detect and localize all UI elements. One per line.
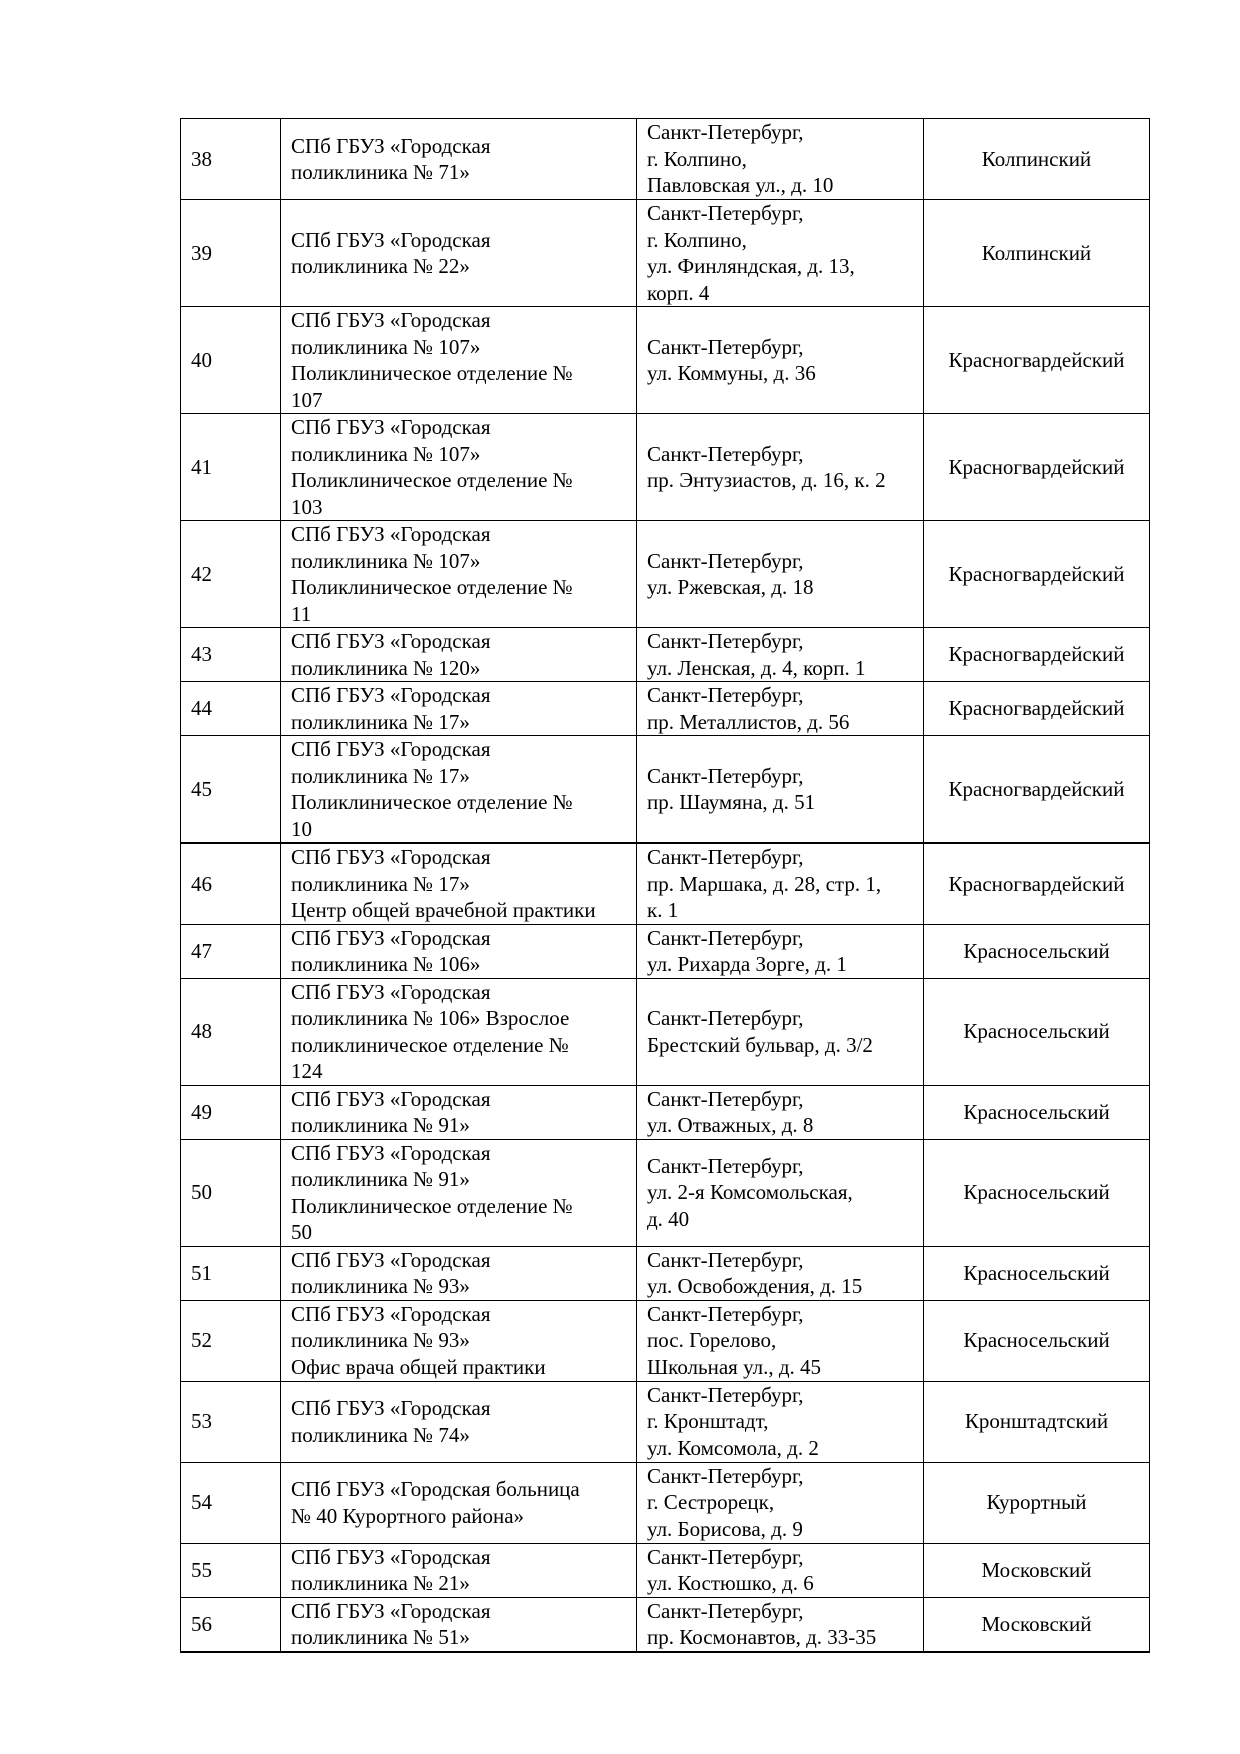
address-cell: Санкт-Петербург, пр. Шаумяна, д. 51 xyxy=(637,736,924,844)
table-row xyxy=(181,924,1150,978)
institution-name-cell: СПб ГБУЗ «Городская поликлиника № 106» xyxy=(281,924,637,978)
district-cell: Красносельский xyxy=(924,978,1150,1085)
address-cell: Санкт-Петербург, ул. Ленская, д. 4, корп. 1 xyxy=(637,628,924,682)
address-cell: Санкт-Петербург, ул. Ржевская, д. 18 xyxy=(637,521,924,628)
row-number-cell: 42 xyxy=(181,521,281,628)
district-cell: Колпинский xyxy=(924,119,1150,200)
table-row xyxy=(181,200,1150,307)
district-cell: Красносельский xyxy=(924,1139,1150,1246)
institution-name-cell: СПб ГБУЗ «Городская поликлиника № 17» Поликлиническое отделение № 10 xyxy=(281,736,637,844)
table-row xyxy=(181,1139,1150,1246)
row-number-cell: 48 xyxy=(181,978,281,1085)
address-cell: Санкт-Петербург, г. Сестрорецк, ул. Борисова, д. 9 xyxy=(637,1462,924,1543)
table-row xyxy=(181,1381,1150,1462)
row-number-cell: 51 xyxy=(181,1246,281,1300)
table-row xyxy=(181,843,1150,924)
table-row xyxy=(181,978,1150,1085)
district-cell: Красногвардейский xyxy=(924,521,1150,628)
institution-name-cell: СПб ГБУЗ «Городская поликлиника № 17» Центр общей врачебной практики xyxy=(281,843,637,924)
row-number-cell: 40 xyxy=(181,307,281,414)
district-cell: Красногвардейский xyxy=(924,414,1150,521)
district-cell: Красносельский xyxy=(924,1085,1150,1139)
row-number-cell: 39 xyxy=(181,200,281,307)
district-cell: Московский xyxy=(924,1543,1150,1597)
address-cell: Санкт-Петербург, пос. Горелово, Школьная ул., д. 45 xyxy=(637,1300,924,1381)
district-cell: Красносельский xyxy=(924,1300,1150,1381)
address-cell: Санкт-Петербург, пр. Космонавтов, д. 33-35 xyxy=(637,1597,924,1652)
district-cell: Московский xyxy=(924,1597,1150,1652)
address-cell: Санкт-Петербург, ул. Коммуны, д. 36 xyxy=(637,307,924,414)
institution-name-cell: СПб ГБУЗ «Городская поликлиника № 91» xyxy=(281,1085,637,1139)
row-number-cell: 45 xyxy=(181,736,281,844)
institution-name-cell: СПб ГБУЗ «Городская поликлиника № 107» Поликлиническое отделение № 103 xyxy=(281,414,637,521)
row-number-cell: 41 xyxy=(181,414,281,521)
table-row xyxy=(181,1543,1150,1597)
row-number-cell: 53 xyxy=(181,1381,281,1462)
table-row xyxy=(181,628,1150,682)
row-number-cell: 46 xyxy=(181,843,281,924)
row-number-cell: 50 xyxy=(181,1139,281,1246)
address-cell: Санкт-Петербург, Брестский бульвар, д. 3/2 xyxy=(637,978,924,1085)
institution-name-cell: СПб ГБУЗ «Городская поликлиника № 120» xyxy=(281,628,637,682)
row-number-cell: 52 xyxy=(181,1300,281,1381)
address-cell: Санкт-Петербург, ул. Отважных, д. 8 xyxy=(637,1085,924,1139)
row-number-cell: 54 xyxy=(181,1462,281,1543)
row-number-cell: 47 xyxy=(181,924,281,978)
address-cell: Санкт-Петербург, пр. Маршака, д. 28, стр. 1, к. 1 xyxy=(637,843,924,924)
address-cell: Санкт-Петербург, пр. Металлистов, д. 56 xyxy=(637,682,924,736)
institution-name-cell: СПб ГБУЗ «Городская поликлиника № 107» Поликлиническое отделение № 107 xyxy=(281,307,637,414)
row-number-cell: 38 xyxy=(181,119,281,200)
institution-name-cell: СПб ГБУЗ «Городская поликлиника № 21» xyxy=(281,1543,637,1597)
institution-name-cell: СПб ГБУЗ «Городская поликлиника № 71» xyxy=(281,119,637,200)
table-row xyxy=(181,119,1150,200)
address-cell: Санкт-Петербург, г. Колпино, ул. Финляндская, д. 13, корп. 4 xyxy=(637,200,924,307)
institution-name-cell: СПб ГБУЗ «Городская поликлиника № 51» xyxy=(281,1597,637,1652)
table-row xyxy=(181,307,1150,414)
district-cell: Красногвардейский xyxy=(924,682,1150,736)
row-number-cell: 43 xyxy=(181,628,281,682)
district-cell: Красногвардейский xyxy=(924,843,1150,924)
table-row xyxy=(181,736,1150,844)
table-row xyxy=(181,1085,1150,1139)
table-row xyxy=(181,521,1150,628)
institution-name-cell: СПб ГБУЗ «Городская поликлиника № 17» xyxy=(281,682,637,736)
institution-name-cell: СПб ГБУЗ «Городская поликлиника № 22» xyxy=(281,200,637,307)
table-row xyxy=(181,682,1150,736)
district-cell: Кронштадтский xyxy=(924,1381,1150,1462)
row-number-cell: 55 xyxy=(181,1543,281,1597)
institution-name-cell: СПб ГБУЗ «Городская больница № 40 Курортного района» xyxy=(281,1462,637,1543)
address-cell: Санкт-Петербург, пр. Энтузиастов, д. 16, к. 2 xyxy=(637,414,924,521)
district-cell: Красносельский xyxy=(924,1246,1150,1300)
table-row xyxy=(181,1246,1150,1300)
address-cell: Санкт-Петербург, ул. Рихарда Зорге, д. 1 xyxy=(637,924,924,978)
row-number-cell: 44 xyxy=(181,682,281,736)
row-number-cell: 49 xyxy=(181,1085,281,1139)
address-cell: Санкт-Петербург, г. Колпино, Павловская ул., д. 10 xyxy=(637,119,924,200)
document-page xyxy=(180,118,1149,1653)
address-cell: Санкт-Петербург, ул. 2-я Комсомольская, д. 40 xyxy=(637,1139,924,1246)
district-cell: Красногвардейский xyxy=(924,628,1150,682)
institution-name-cell: СПб ГБУЗ «Городская поликлиника № 93» xyxy=(281,1246,637,1300)
table-row xyxy=(181,1300,1150,1381)
district-cell: Красносельский xyxy=(924,924,1150,978)
clinics-table xyxy=(180,118,1150,1653)
district-cell: Красногвардейский xyxy=(924,307,1150,414)
institution-name-cell: СПб ГБУЗ «Городская поликлиника № 107» Поликлиническое отделение № 11 xyxy=(281,521,637,628)
table-body xyxy=(181,119,1150,1652)
address-cell: Санкт-Петербург, ул. Костюшко, д. 6 xyxy=(637,1543,924,1597)
institution-name-cell: СПб ГБУЗ «Городская поликлиника № 106» Взрослое поликлиническое отделение № 124 xyxy=(281,978,637,1085)
district-cell: Колпинский xyxy=(924,200,1150,307)
row-number-cell: 56 xyxy=(181,1597,281,1652)
table-row xyxy=(181,1462,1150,1543)
address-cell: Санкт-Петербург, г. Кронштадт, ул. Комсомола, д. 2 xyxy=(637,1381,924,1462)
institution-name-cell: СПб ГБУЗ «Городская поликлиника № 93» Офис врача общей практики xyxy=(281,1300,637,1381)
address-cell: Санкт-Петербург, ул. Освобождения, д. 15 xyxy=(637,1246,924,1300)
table-row xyxy=(181,414,1150,521)
institution-name-cell: СПб ГБУЗ «Городская поликлиника № 91» Поликлиническое отделение № 50 xyxy=(281,1139,637,1246)
district-cell: Курортный xyxy=(924,1462,1150,1543)
table-row xyxy=(181,1597,1150,1652)
district-cell: Красногвардейский xyxy=(924,736,1150,844)
institution-name-cell: СПб ГБУЗ «Городская поликлиника № 74» xyxy=(281,1381,637,1462)
